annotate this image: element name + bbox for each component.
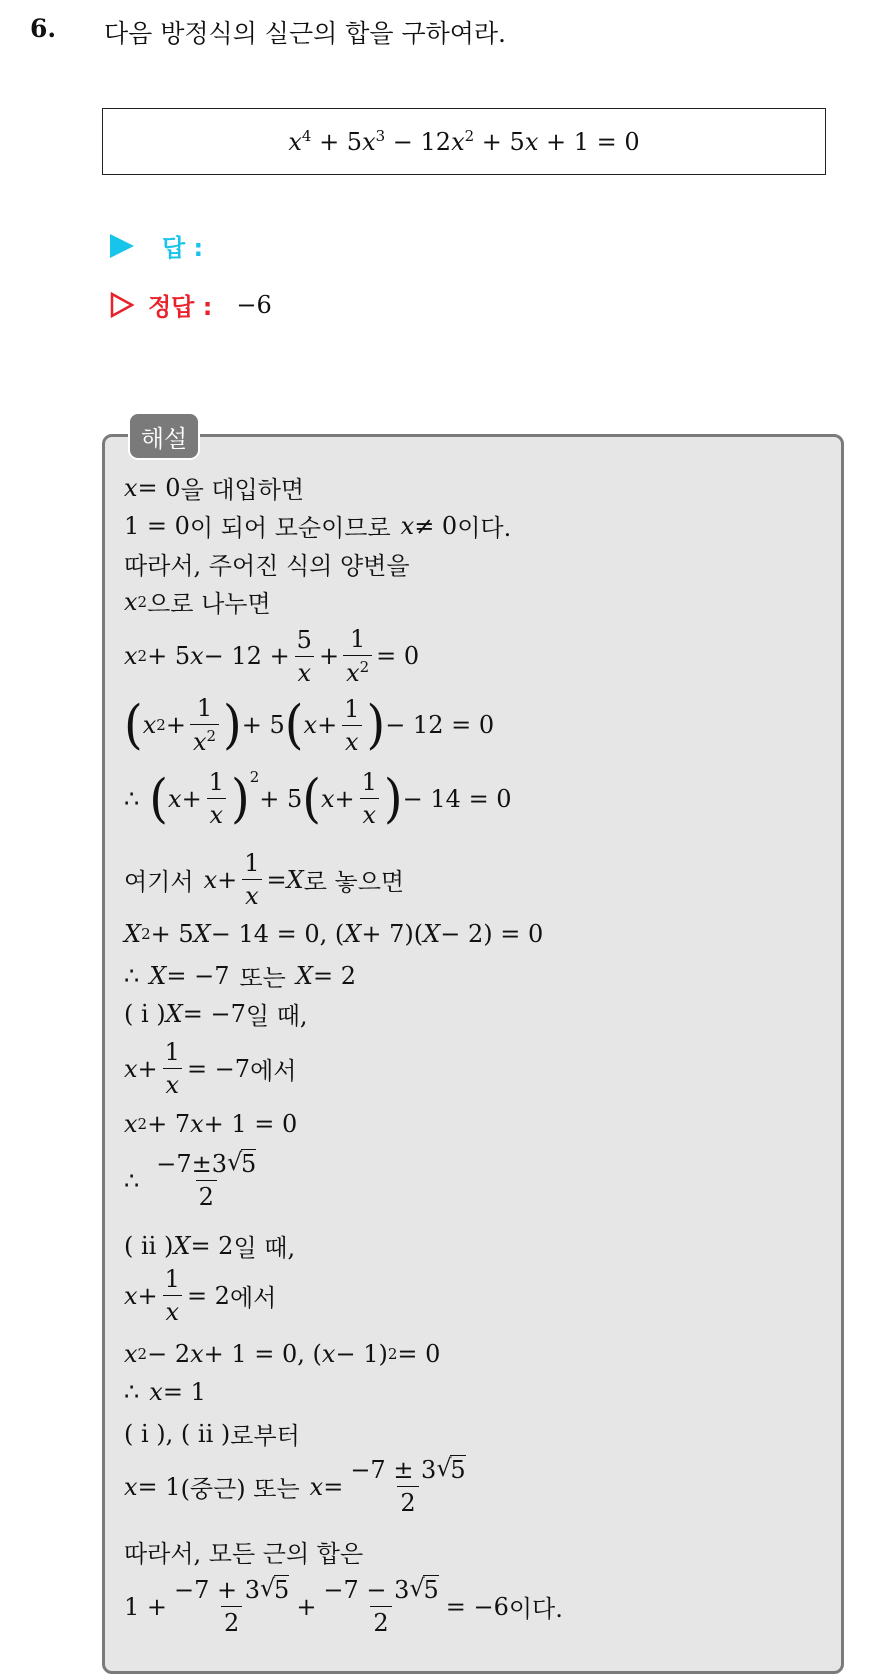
solution-line-5: x 2 + 5 x − 12 + $\frac{5}{x}$ + $\frac{1}{x^2}$ = 0 [124, 625, 420, 687]
solution-line-19: ( i ), ( ii ) 로부터 [124, 1419, 300, 1450]
main-equation: $x^4 + 5x^3 - 12x^2 + 5x + 1 = 0$ [288, 127, 640, 156]
solution-line-6: ( x 2 + $\frac{1}{x^2}$ ) + 5 ( x + $\frac{1}{x}$ ) − 12 = 0 [124, 694, 495, 756]
solution-line-22: 1 + $\frac{-7 + 3√ 5}{2}$ + $\frac{-7 - 3√ 5}{2}$ = −6 이다. [124, 1576, 563, 1637]
solution-line-9: X 2 + 5 X − 14 = 0, ( X + 7)( X − 2) = 0 [124, 920, 544, 948]
solution-line-2: 1 = 0 이 되어 모순이므로 x ≠ 0 이다. [124, 511, 512, 542]
solution-line-3: 따라서, 주어진 식의 양변을 [124, 552, 410, 580]
solution-line-12: x + $\frac{1}{x}$ = −7 에서 [124, 1038, 297, 1099]
solution-line-1: x = 0 을 대입하면 [124, 473, 305, 504]
solution-line-11: ( i ) X = −7 일 때, [124, 999, 308, 1030]
solution-tab: 해설 [128, 412, 200, 460]
correct-answer-row [110, 287, 272, 322]
solution-line-21: 따라서, 모든 근의 합은 [124, 1540, 364, 1568]
question-text: 다음 방정식의 실근의 합을 구하여라. [104, 19, 506, 48]
solution-line-18: ∴ x = 1 [124, 1378, 206, 1406]
solution-line-15: ( ii ) X = 2 일 때, [124, 1231, 296, 1262]
answer-label: 답 : [162, 234, 204, 262]
solution-line-16: x + $\frac{1}{x}$ = 2 에서 [124, 1265, 277, 1326]
solution-line-4: x 2 으로 나누면 [124, 587, 271, 618]
correct-answer-value: −6 [236, 290, 272, 319]
answer-row [110, 228, 203, 263]
play-outline-icon [110, 292, 134, 318]
correct-answer-label: 정답 : [148, 293, 213, 321]
solution-line-13: x 2 + 7 x + 1 = 0 [124, 1110, 298, 1138]
solution-line-8: 여기서 x + $\frac{1}{x}$ = X 로 놓으면 [124, 849, 405, 910]
solution-line-14: ∴ $\frac{-7\pm 3√ 5}{2}$ [124, 1150, 263, 1211]
equation-box [102, 108, 826, 175]
solution-line-7: ∴ ( x + $\frac{1}{x}$ ) $^2$ + 5 ( x + $\frac{1}{x}$ ) − 14 = 0 [124, 767, 512, 830]
solution-line-10: ∴ X = −7 또는 X = 2 [124, 961, 356, 992]
solution-line-17: x 2 − 2 x + 1 = 0, ( x − 1) 2 = 0 [124, 1340, 441, 1368]
solution-line-20: x = 1 (중근) 또는 x = $\frac{-7 \pm 3√ 5}{2}$ [124, 1456, 473, 1517]
play-filled-icon [110, 234, 134, 258]
question-number: 6. [30, 14, 57, 43]
